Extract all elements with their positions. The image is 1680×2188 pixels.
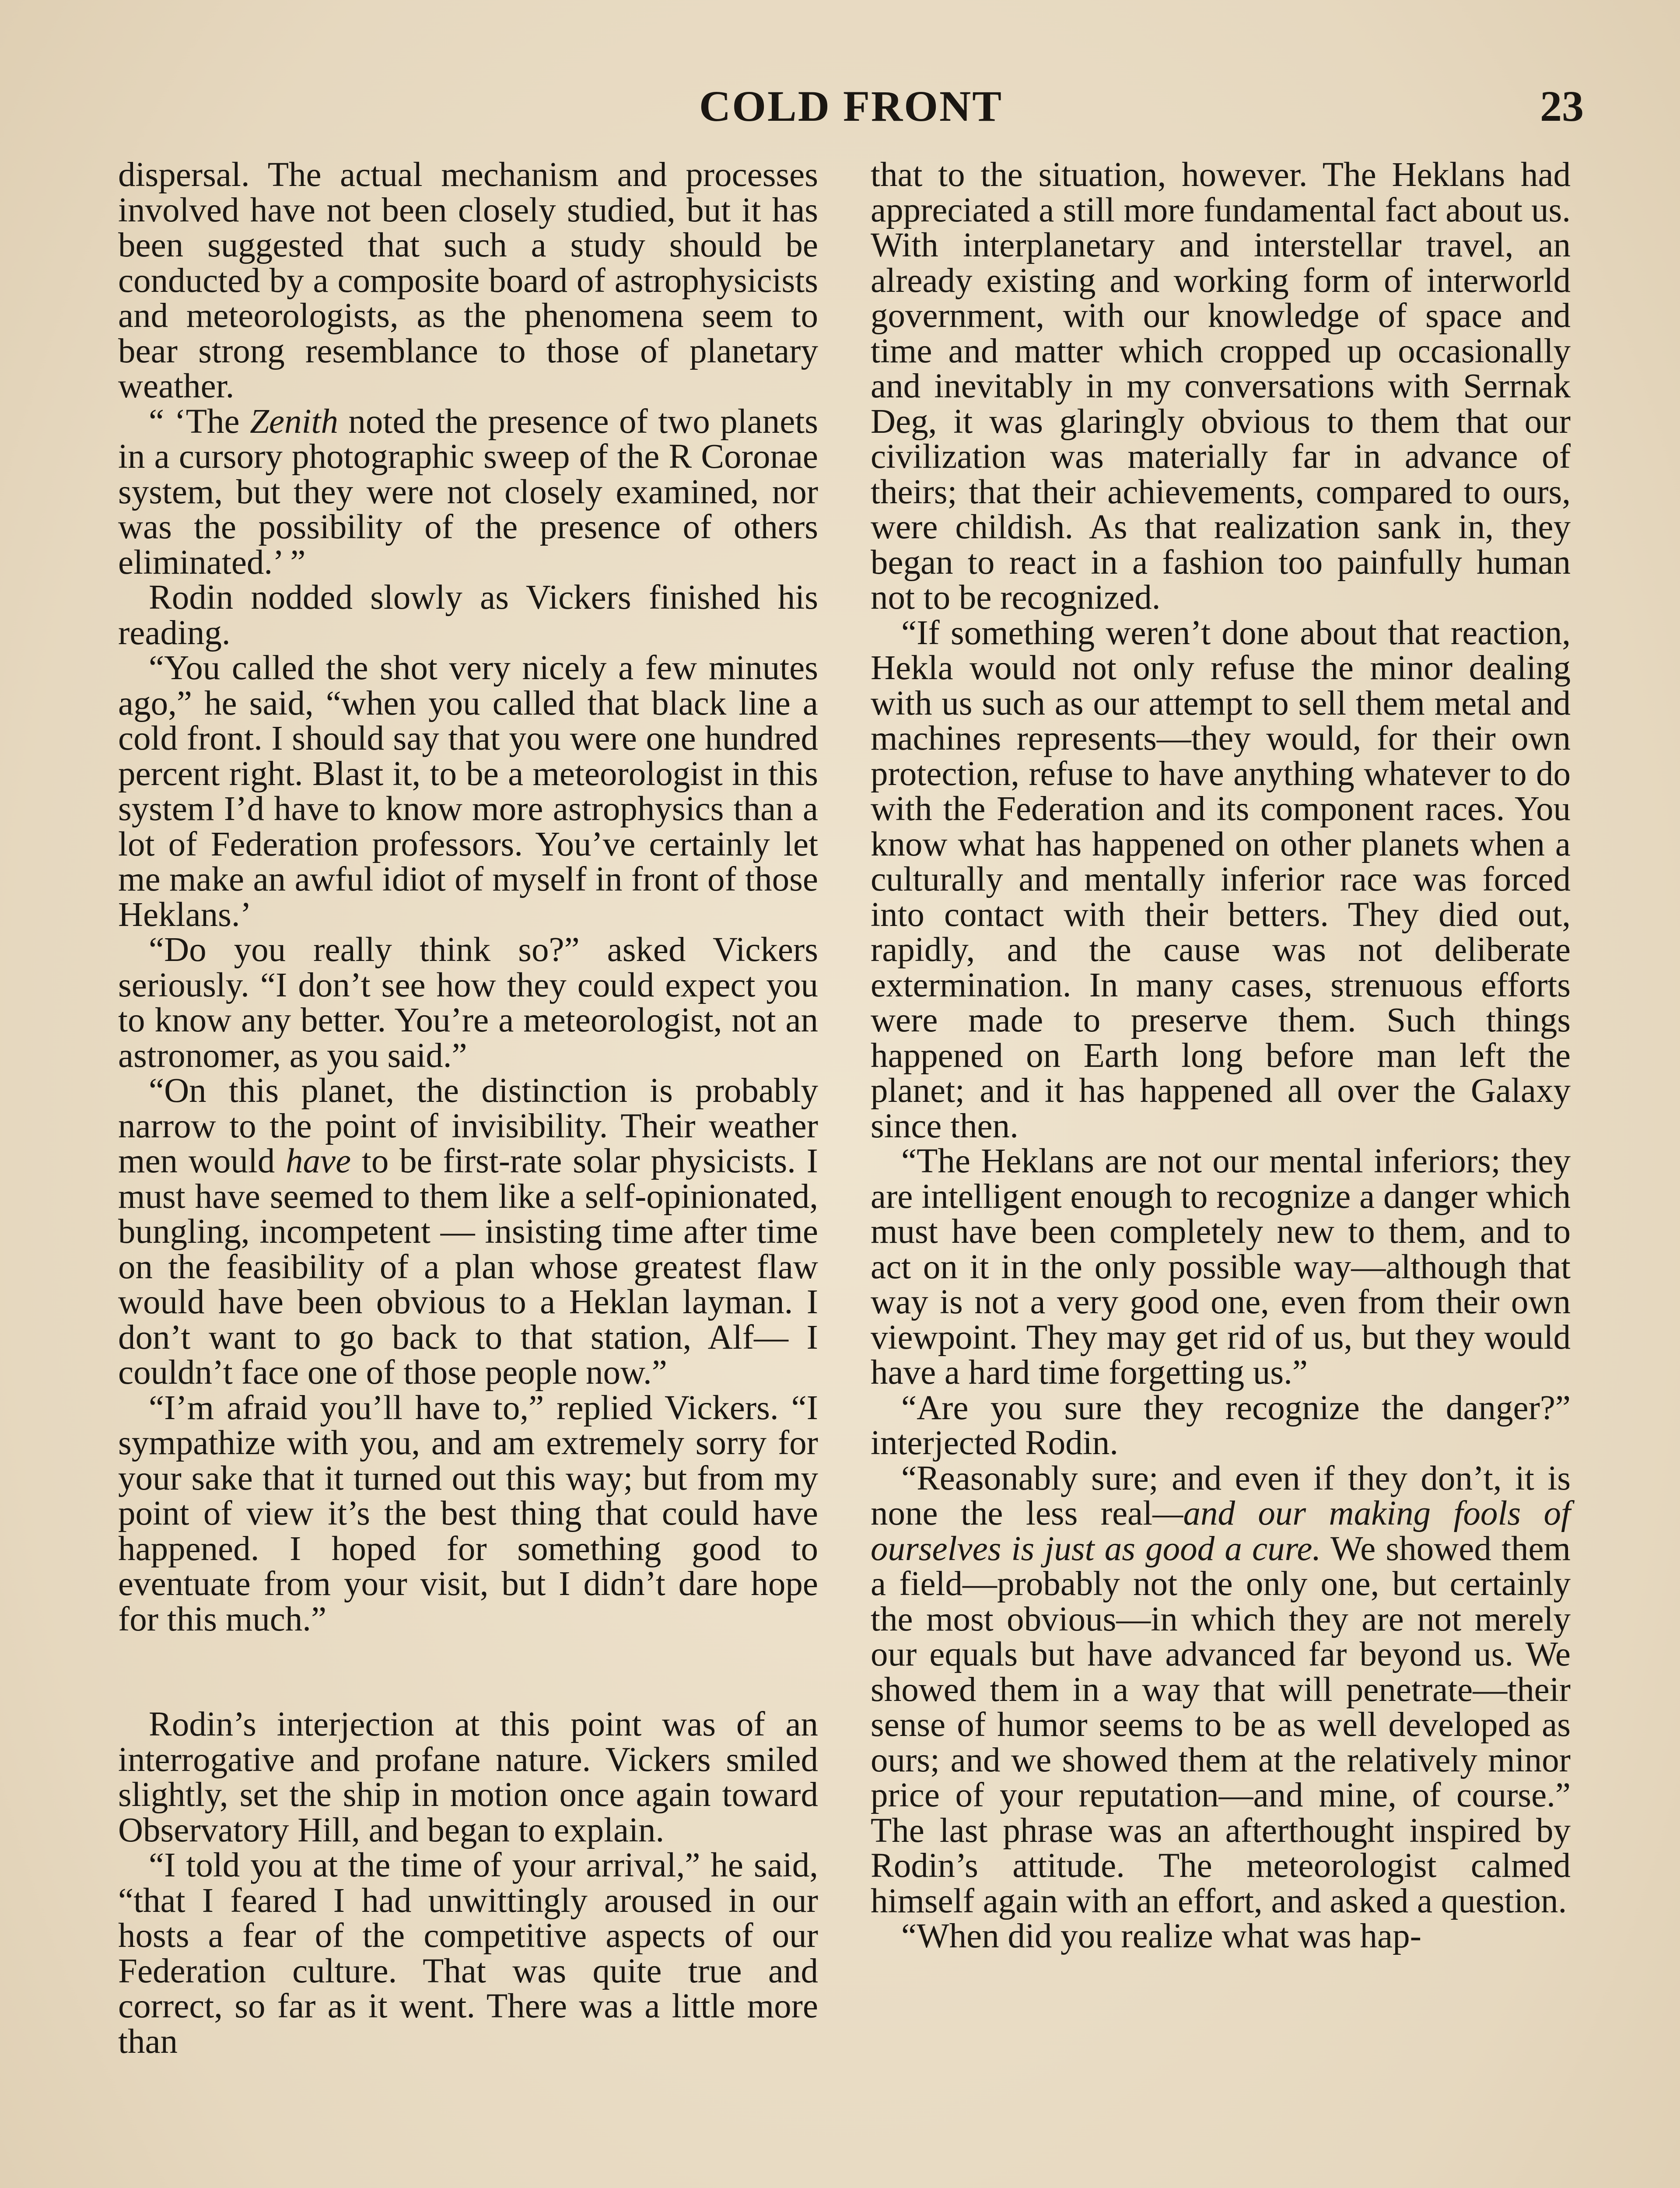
paragraph: “Reasonably sure; and even if they don’t, it is none the less real—and our making fools of ourselves is just as good a cure. We showed them a field—probably not the only one, but certainly the most obvious—in which they are not merely our equals but have advanced far beyond us. We showed them in a way that will penetrate—their sense of humor seems to be as well developed as ours; and we showed them at the relatively minor price of your reputation—and mine, of course.” The last phrase was an afterthought inspired by Rodin’s attitude. The meteorologist calmed himself again with an effort, and asked a question. [871,1459,1571,1920]
ship-name: Zenith [250,402,338,441]
paragraph: Rodin’s interjection at this point was of an interrogative and profane nature. Vickers smiled slightly, set the ship in motion once again toward Observatory Hill, and began to explain. [118,1705,818,1849]
paragraph: “If something weren’t done about that reaction, Hekla would not only refuse the minor dealing with us such as our attempt to sell them metal and machines represents—they would, for their own protection, refuse to have anything whatever to do with the Federation and its component races. You know what has happened on other planets when a culturally and mentally inferior race was forced into contact with their betters. They died out, rapidly, and the cause was not deliberate extermination. In many cases, strenuous efforts were made to preserve them. Such things happened on Earth long before man left the planet; and it has happened all over the Galaxy since then. [871,614,1571,1145]
paragraph: “Do you really think so?” asked Vickers seriously. “I don’t see how they could expect you to know any better. You’re a meteorologist, not an astronomer, as you said.” [118,931,818,1075]
emphasis: —and our making fools of ourselves is just as good a cure. [871,1494,1571,1568]
paragraph: “Are you sure they recognize the danger?” interjected Rodin. [871,1389,1571,1462]
left-column [118,158,818,2059]
emphasis: have [286,1142,351,1180]
paragraph: “On this planet, the distinction is probably narrow to the point of invisibility. Their weather men would have to be first-rate solar physicists. I must have seemed to them like a self-opinionated, bungling, incompetent — insisting time after time on the feasibility of a plan whose greatest flaw would have been obvious to a Heklan layman. I don’t want to go back to that station, Alf— I couldn’t face one of those people now.” [118,1072,818,1392]
paragraph: “I told you at the time of your arrival,” he said, “that I feared I had unwittingly aroused in our hosts a fear of the competitive aspects of our Federation culture. That was quite true and correct, so far as it went. There was a little more than [118,1846,818,2061]
paragraph: dispersal. The actual mechanism and processes involved have not been closely studied, but it has been suggested that such a study should be conducted by a composite board of astrophysicists and meteorologists, as the phenomena seem to bear strong resemblance to those of planetary weather. [118,156,818,405]
paragraph: “You called the shot very nicely a few minutes ago,” he said, “when you called that black line a cold front. I should say that you were one hundred percent right. Blast it, to be a meteorologist in this system I’d have to know more astrophysics than a lot of Federation professors. You’ve certainly let me make an awful idiot of myself in front of those Heklans.’ [118,649,818,934]
page-number: 23 [1540,82,1584,130]
paragraph: “When did you realize what was hap- [901,1917,1421,1955]
paragraph: that to the situation, however. The Heklans had appreciated a still more fundamental fact about us. With interplanetary and interstellar travel, an already existing and working form of interworld government, with our knowledge of space and time and matter which cropped up occasionally and inevitably in my conversations with Serrnak Deg, it was glaringly obvious to them that our civilization was materially far in advance of theirs; that their achievements, compared to ours, were childish. As that realization sank in, they began to react in a fashion too painfully human not to be recognized. [871,156,1571,617]
paragraph: “The Heklans are not our mental inferiors; they are intelligent enough to recognize a danger which must have been completely new to them, and to act on it in the only possible way—although that way is not a very good one, even from their own viewpoint. They may get rid of us, but they would have a hard time forgetting us.” [871,1142,1571,1392]
paragraph: Rodin nodded slowly as Vickers finished his reading. [118,579,818,652]
running-title: COLD FRONT [699,82,1003,130]
page-header [118,77,1584,142]
paragraph: “I’m afraid you’ll have to,” replied Vickers. “I sympathize with you, and am extremely sorry for your sake that it turned out this way; but from my point of view it’s the best thing that could have happened. I hoped for something good to eventuate from your visit, but I didn’t dare hope for this much.” [118,1389,818,1638]
paragraph: “ ‘The Zenith noted the presence of two planets in a cursory photographic sweep of the R Coronae system, but they were not closely examined, nor was the possibility of the presence of others eliminated.’ ” [118,402,818,582]
right-column [871,158,1571,1954]
